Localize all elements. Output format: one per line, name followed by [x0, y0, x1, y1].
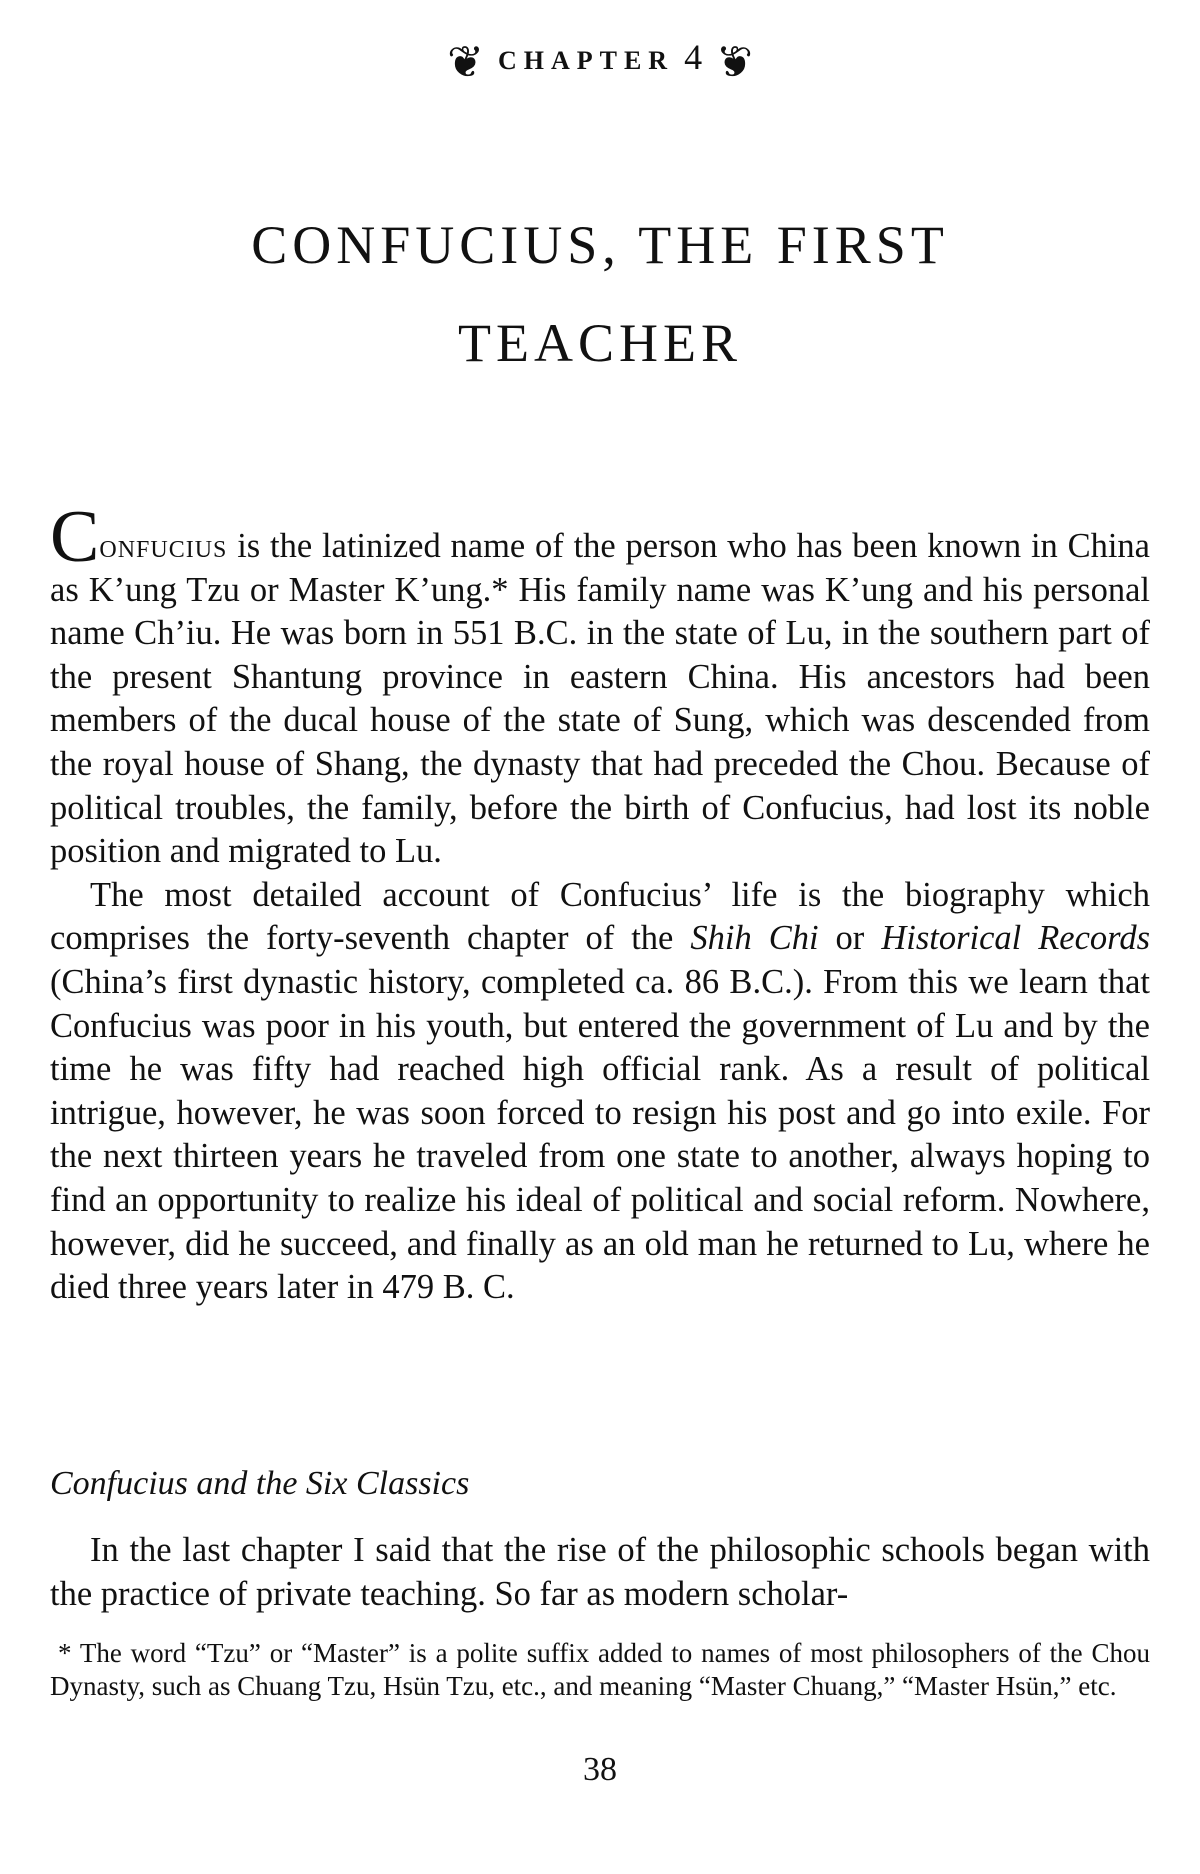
ornament-leaf-left-icon: ❦ — [447, 38, 484, 87]
page-number: 38 — [583, 1751, 617, 1788]
chapter-title-line-1: CONFUCIUS, THE FIRST — [251, 215, 949, 275]
paragraph-2-text-c: (China’s first dynastic history, completed ca. 86 B.C.). From this we learn that Confucius was poor in his youth, but entered the government of Lu and by the time he was fifty had reached high official rank. As a result of political intrigue, however, he was soon forced to resign his post and go into exile. For the next thirteen years he traveled from one state to another, always hoping to find an opportunity to realize his ideal of political and social reform. Nowhere, however, did he succeed, and finally as an old man he returned to Lu, where he died three years later in 479 B. C. — [50, 962, 1150, 1307]
section-paragraph: In the last chapter I said that the rise of the philosophic schools began with the practice of private teaching. So far as modern scholar- — [50, 1531, 1150, 1613]
footnote: * The word “Tzu” or “Master” is a polite suffix added to names of most philosophers of the Chou Dynasty, such as Chuang Tzu, Hsün Tzu, etc., and meaning “Master Chuang,” “Master Hsün,” etc. — [50, 1638, 1150, 1701]
chapter-header — [0, 36, 1200, 88]
chapter-number: 4 — [684, 37, 703, 77]
paragraph-2 — [50, 874, 1150, 1310]
book-title-historical-records: Historical Records — [881, 919, 1151, 958]
paragraph-2-text-b: or — [818, 919, 882, 958]
section-body — [50, 1529, 1150, 1616]
drop-cap: C — [50, 496, 100, 578]
paragraph-2-text-a: The most detailed account of Confucius’ life is the biography which comprises the forty-seventh chapter of the — [50, 875, 1150, 958]
book-title-shih-chi: Shih Chi — [690, 919, 819, 958]
section-heading: Confucius and the Six Classics — [50, 1465, 470, 1502]
chapter-title-line-2: TEACHER — [458, 313, 742, 373]
paragraph-1 — [50, 496, 1150, 874]
paragraph-1-text: is the latinized name of the person who has been known in China as K’ung Tzu or Master K’ung.* His family name was K’ung and his personal name Ch’iu. He was born in 551 B.C. in the state of Lu, in the southern part of the present Shantung province in eastern China. His ancestors had been members of the ducal house of the state of Sung, which was descended from the royal house of Shang, the dynasty that had preceded the Chou. Because of political troubles, the family, before the birth of Confucius, had lost its noble position and migrated to Lu. — [50, 527, 1150, 871]
body-text — [50, 496, 1151, 1310]
ornament-leaf-right-icon: ❦ — [716, 38, 753, 87]
small-caps-lead: onfucius — [99, 527, 228, 565]
chapter-label: CHAPTER — [497, 46, 675, 75]
chapter-title — [0, 196, 1200, 392]
